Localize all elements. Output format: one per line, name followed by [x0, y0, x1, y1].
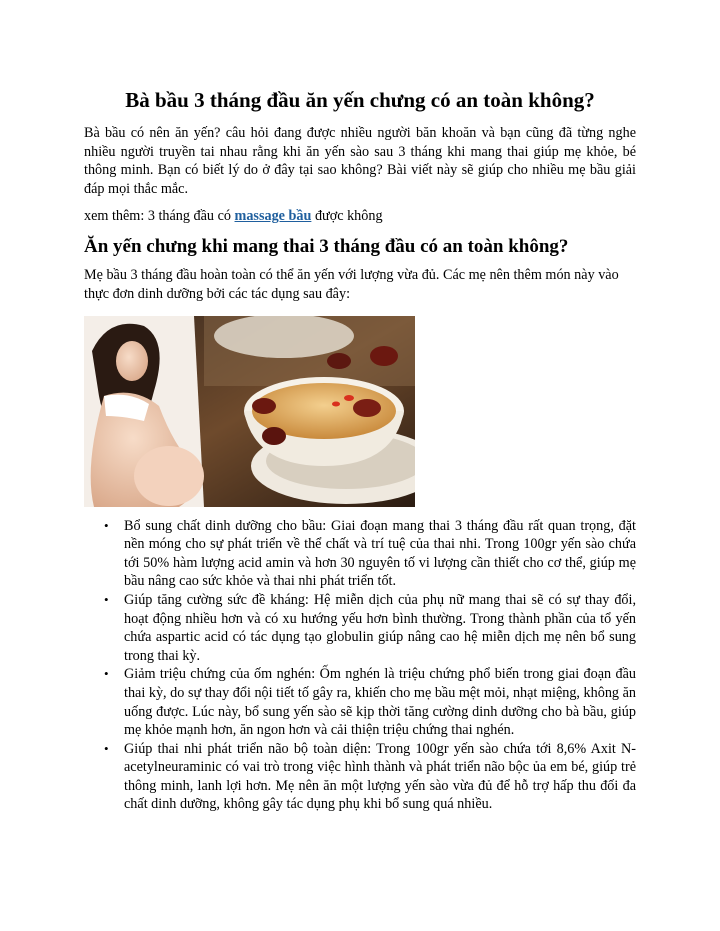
- see-also-prefix: xem thêm: 3 tháng đầu có: [84, 208, 235, 225]
- bullet-icon: •: [104, 666, 109, 682]
- section-intro: Mẹ bầu 3 tháng đầu hoàn toàn có thể ăn yến với lượng vừa đủ. Các mẹ nên thêm món này vào thực đơn dinh dưỡng bởi các tác dụng sau đây:: [84, 267, 619, 302]
- bullet-icon: •: [104, 517, 109, 533]
- massage-bau-link[interactable]: massage bầu: [234, 208, 312, 225]
- bullet-text: Bổ sung chất dinh dưỡng cho bầu: Giai đoạn mang thai 3 tháng đầu rất quan trọng, đặt nền móng cho sự phát triển về thể chất và trí tuệ của thai nhi. Trong 100gr yến sào chứa tới 50% hàm lượng acid amin và hơn 30 nguyên tố vi lượng cần thiết cho cơ thể, giúp mẹ bầu nâng cao sức khỏe và thai nhi phát triển tốt.: [124, 517, 636, 590]
- section-heading: Ăn yến chưng khi mang thai 3 tháng đầu có an toàn không?: [84, 236, 569, 258]
- list-item: [104, 740, 636, 814]
- pregnant-woman-bird-nest-soup-photo: [84, 316, 415, 507]
- list-item: [104, 591, 636, 665]
- bullet-text: Giúp thai nhi phát triển não bộ toàn diện: Trong 100gr yến sào chứa tới 8,6% Axit N-acetylneuraminic có vai trò trong việc hình thành và phát triển não bộc ủa em bé, giúp trẻ thông minh, lanh lợi hơn. Mẹ nên ăn một lượng yến sào vừa đủ để hỗ trợ hấp thu đối đa chất dinh dưỡng, không gây tác dụng phụ khi bổ sung quá nhiều.: [124, 740, 636, 813]
- photo-illustration: [84, 316, 415, 507]
- list-item: [104, 517, 636, 591]
- list-item: [104, 665, 636, 739]
- bullet-text: Giúp tăng cường sức đề kháng: Hệ miễn dịch của phụ nữ mang thai sẽ có sự thay đổi, hoạt động nhiều hơn và có xu hướng yếu hơn bình thường. Trong thành phần của tổ yến chứa aspartic acid có tác dụng tạo globulin giúp nâng cao hệ miễn dịch mẹ nên bổ sung trong thai kỳ.: [124, 591, 636, 664]
- bullet-icon: •: [104, 740, 109, 756]
- bullet-icon: •: [104, 591, 109, 607]
- article: [84, 86, 636, 814]
- see-also-line: [84, 207, 636, 225]
- intro-paragraph: Bà bầu có nên ăn yến? câu hỏi đang được nhiều người băn khoăn và bạn cũng đã từng nghe nhiều người truyền tai nhau rằng khi ăn yến sào sau 3 tháng khi mang thai giúp mẹ khỏe, bé thông minh. Bạn có biết lý do ở đây tại sao không? Bài viết này sẽ giúp cho nhiều mẹ bầu giải đáp mọi thắc mắc.: [84, 125, 636, 197]
- see-also-suffix: được không: [311, 208, 383, 225]
- bullet-text: Giảm triệu chứng của ốm nghén: Ốm nghén là triệu chứng phổ biến trong giai đoạn đầu thai kỳ, do sự thay đổi nội tiết tố gây ra, khiến cho mẹ bầu mệt mỏi, nhạt miệng, không ăn uống được. Lúc này, bổ sung yến sào sẽ kịp thời tăng cường dinh dưỡng cho bà bầu, giúp mẹ khỏe mạnh hơn, ăn ngon hơn và cải thiện triệu chứng thai nghén.: [124, 666, 636, 739]
- benefits-list: [84, 517, 636, 815]
- article-title: Bà bầu 3 tháng đầu ăn yến chưng có an toàn không?: [125, 88, 595, 112]
